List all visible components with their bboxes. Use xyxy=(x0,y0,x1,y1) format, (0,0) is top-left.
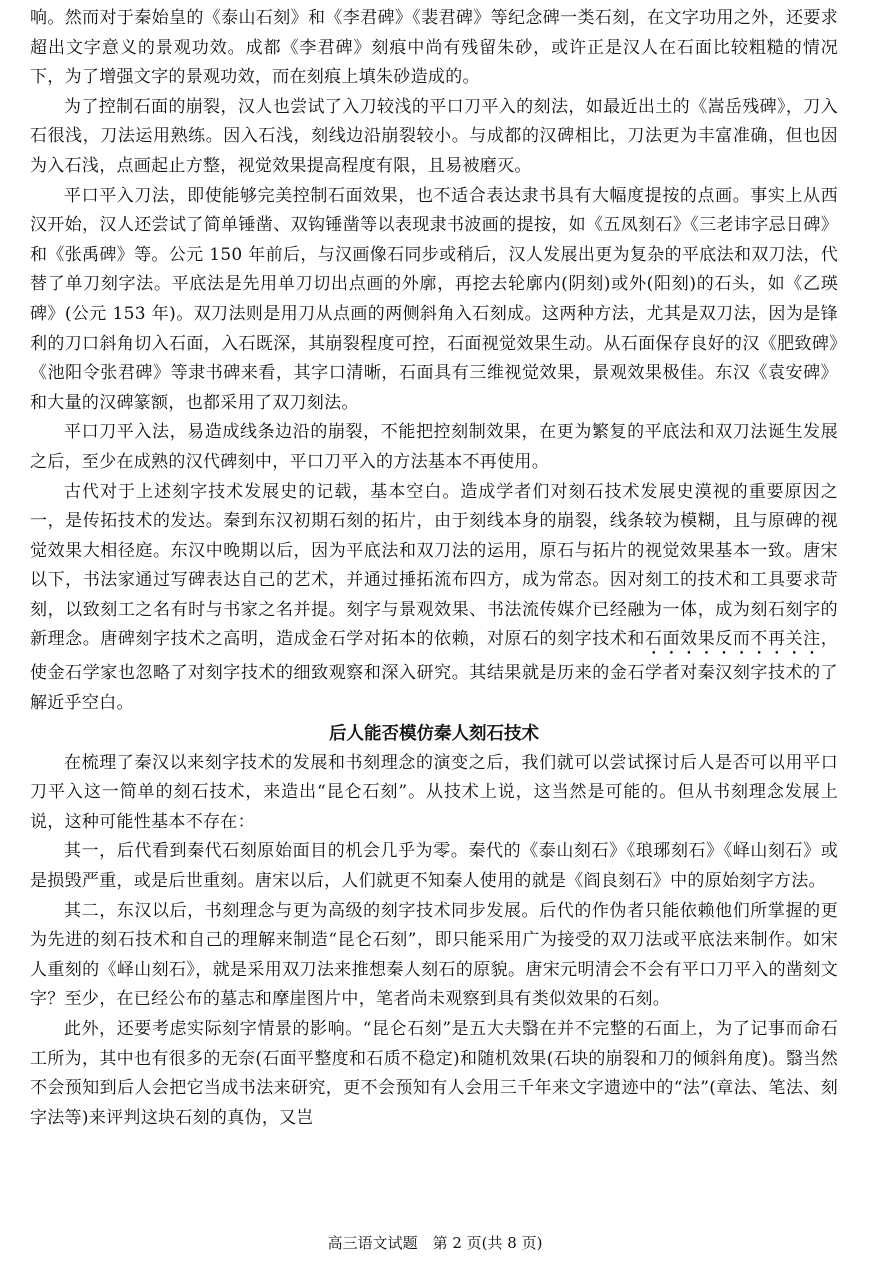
paragraph-5-text: 古代对于上述刻字技术发展史的记载，基本空白。造成学者们对刻石技术发展史漠视的重要原因之一，是传拓技术的发达。秦到东汉初期石刻的拓片，由于刻线本身的崩裂，线条较为模糊，且与原碑的视觉效果大相径庭。东汉中晚期以后，因为平底法和双刀法的运用，原石与拓片的视觉效果基本一致。唐宋以下，书法家通过写碑表达自己的艺术，并通过捶拓流布四方，成为常态。因对刻工的技术和工具要求苛刻，以致刻工之名有时与书家之名并提。刻字与景观效果、书法流传媒介已经融为一体，成为刻石刻字的新理念。唐碑刻字技术之高明，造成金石学对拓本的依赖，对原石的刻字技术和 xyxy=(30,481,838,650)
section-heading: 后人能否模仿秦人刻石技术 xyxy=(329,723,539,744)
paragraph-5-tail: ，使金石学家也忽略了对刻字技术的细致观察和深入研究。其结果就是历来的金石学者对秦汉刻字技术的了解近乎空白。 xyxy=(30,629,839,714)
paragraph-9: 此外，还要考虑实际刻字情景的影响。“昆仑石刻”是五大夫翳在并不完整的石面上，为了记事而命石工所为，其中也有很多的无奈(石面平整度和石质不稳定)和随机效果(石块的崩裂和刀的倾斜角度)。翳当然不会预知到后人会把它当成书法来研究，更不会预知有人会用三千年来文字遗迹中的“法”(章法、笔法、刻字法等)来评判这块石刻的真伪，又岂 xyxy=(30,1019,838,1128)
paragraph-7: 其一，后代看到秦代石刻原始面目的机会几乎为零。秦代的《泰山刻石》《琅琊刻石》《峄山刻石》或是损毁严重，或是后世重刻。唐宋以后，人们就更不知秦人使用的就是《阎良刻石》中的原始刻字方法。 xyxy=(30,841,838,892)
page-footer: 高三语文试题 第 2 页(共 8 页) xyxy=(327,1234,543,1252)
paragraph-8: 其二，东汉以后，书刻理念与更为高级的刻字技术同步发展。后代的作伪者只能依赖他们所掌握的更为先进的刻石技术和自己的理解来制造“昆仑石刻”，即只能采用广为接受的双刀法或平底法来制作。如宋人重刻的《峄山刻石》，就是采用双刀法来推想秦人刻石的原貌。唐宋元明清会不会有平口刀平入的凿刻文字？至少，在已经公布的墓志和摩崖图片中，笔者尚未观察到具有类似效果的石刻。 xyxy=(30,900,838,1010)
paragraph-3: 平口平入刀法，即使能够完美控制石面效果，也不适合表达隶书具有大幅度提按的点画。事实上从西汉开始，汉人还尝试了简单锤凿、双钩锤凿等以表现隶书波画的提按，如《五凤刻石》《三老讳字忌日碑》和《张禹碑》等。公元 150 年前后，与汉画像石同步或稍后，汉人发展出更为复杂的平底法和双刀法，代替了单刀刻字法。平底法是先用单刀切出点画的外廓，再挖去轮廓内(阴刻)或外(阳刻)的石头，如《乙瑛碑》(公元 153 年)。双刀法则是用刀从点画的两侧斜角入石刻成。这两种方法，尤其是双刀法，因为是锋利的刀口斜角切入石面，入石既深，其崩裂程度可控，石面视觉效果生动。从石面保存良好的汉《肥致碑》《池阳令张君碑》等隶书碑来看，其字口清晰，石面具有三维视觉效果，景观效果极佳。东汉《袁安碑》和大量的汉碑篆额，也都采用了双刀刻法。 xyxy=(30,185,838,413)
paragraph-6: 在梳理了秦汉以来刻字技术的发展和书刻理念的演变之后，我们就可以尝试探讨后人是否可以用平口刀平入这一简单的刻石技术，来造出“昆仑石刻”。从技术上说，这当然是可能的。但从书刻理念发展上说，这种可能性基本不存在： xyxy=(30,752,838,832)
paragraph-4: 平口刀平入法，易造成线条边沿的崩裂，不能把控刻制效果，在更为繁复的平底法和双刀法诞生发展之后，至少在成熟的汉代碑刻中，平口刀平入的方法基本不再使用。 xyxy=(30,422,838,472)
paragraph-2: 为了控制石面的崩裂，汉人也尝试了入刀较浅的平口刀平入的刻法，如最近出土的《嵩岳残碑》，刀入石很浅，刀法运用熟练。因入石浅，刻线边沿崩裂较小。与成都的汉碑相比，刀法更为丰富准确，但也因为入石浅，点画起止方整，视觉效果提高程度有限，且易被磨灭。 xyxy=(30,96,838,176)
paragraph-1: 响。然而对于秦始皇的《泰山石刻》和《李君碑》《裴君碑》等纪念碑一类石刻，在文字功用之外，还要求超出文字意义的景观功效。成都《李君碑》刻痕中尚有残留朱砂，或许正是汉人在石面比较粗糙的情况下，为了增强文字的景观功效，而在刻痕上填朱砂造成的。 xyxy=(30,8,838,88)
emphasized-phrase: 石面效果反而不再关注 xyxy=(644,629,821,650)
article-body xyxy=(30,4,838,1133)
paragraph-5 xyxy=(30,478,838,719)
